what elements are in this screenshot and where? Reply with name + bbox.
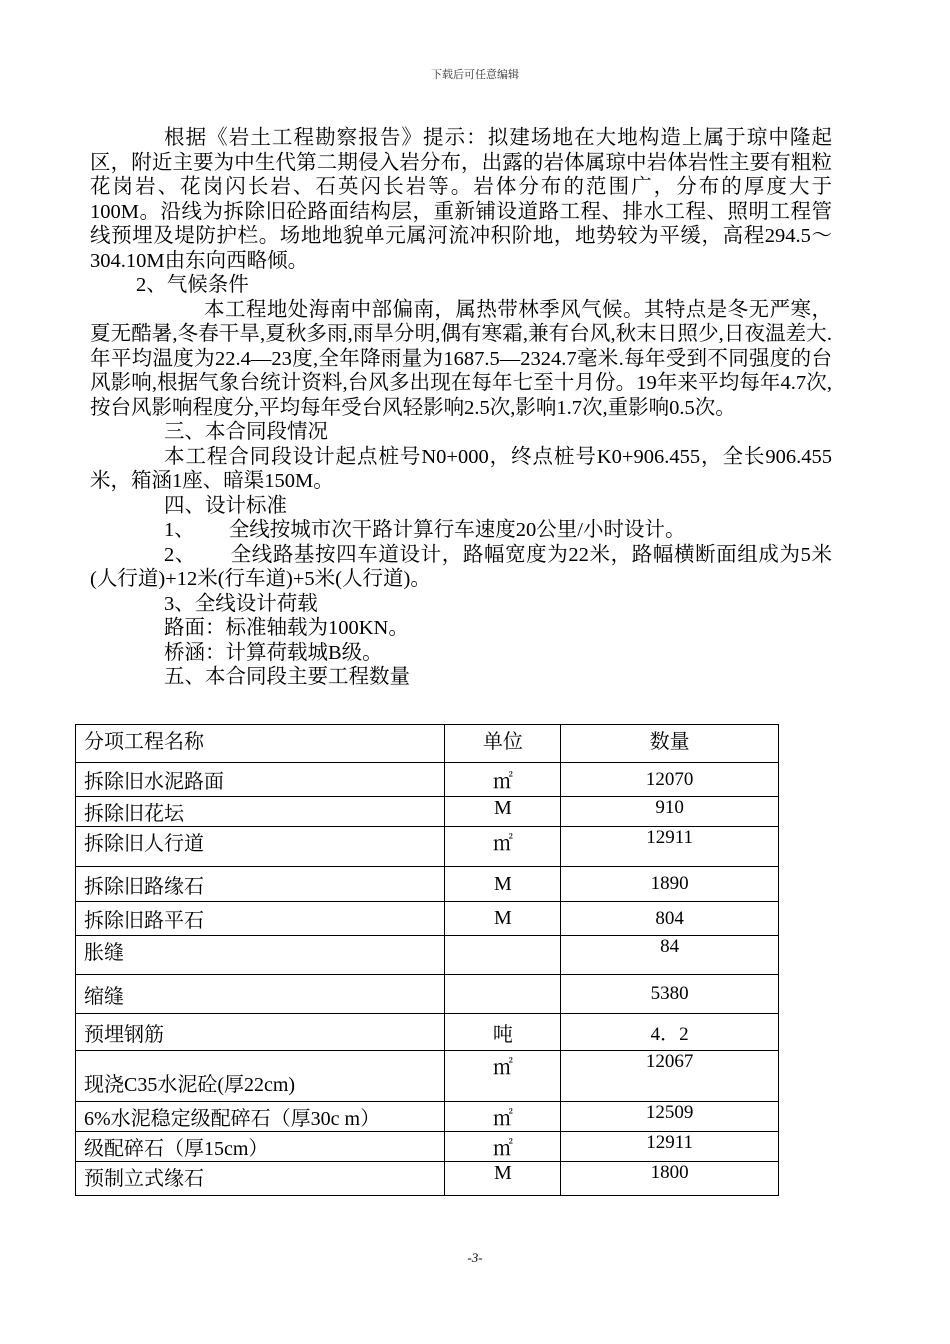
table-row	[76, 827, 779, 867]
item-unit	[445, 936, 561, 975]
geology-paragraph: 根据《岩土工程勘察报告》提示：拟建场地在大地构造上属于琼中隆起区，附近主要为中生代第二期侵入岩分布，出露的岩体属琼中岩体岩性主要有粗粒花岗岩、花岗闪长岩、石英闪长岩等。岩体分布的范围广，分布的厚度大于100M。沿线为拆除旧砼路面结构层，重新铺设道路工程、排水工程、照明工程管线预埋及堤防护栏。场地地貌单元属河流冲积阶地，地势较为平缓，高程294.5～304.10M由东向西略倾。	[90, 127, 832, 272]
item-quantity: 12911	[561, 1132, 779, 1162]
item-unit: M	[445, 867, 561, 902]
item-quantity: 804	[561, 902, 779, 936]
table-row	[76, 1102, 779, 1132]
table-row	[76, 975, 779, 1014]
standard-item-2	[90, 543, 832, 592]
item-quantity: 12070	[561, 763, 779, 797]
item-unit: M	[445, 797, 561, 827]
item-name: 6%水泥稳定级配碎石（厚30c m）	[76, 1102, 445, 1132]
document-body	[90, 126, 832, 690]
item-name: 胀缝	[76, 936, 445, 975]
quantity-table	[75, 724, 779, 1196]
item-unit: M	[445, 1162, 561, 1196]
item-name: 现浇C35水泥砼(厚22cm)	[76, 1051, 445, 1102]
item-unit: ㎡	[445, 763, 561, 797]
climate-heading: 2、气候条件	[136, 274, 249, 296]
section5-heading: 五、本合同段主要工程数量	[164, 666, 410, 688]
page-header: 下载后可任意编辑	[431, 69, 519, 81]
table-row	[76, 797, 779, 827]
header-item-name: 分项工程名称	[76, 725, 445, 763]
table-row	[76, 902, 779, 936]
item-unit: M	[445, 902, 561, 936]
standard-item-1-text: 全线按城市次干路计算行车速度20公里/小时设计。	[228, 519, 686, 541]
section3-heading: 三、本合同段情况	[164, 421, 328, 443]
table-header-row	[76, 725, 779, 763]
item-quantity: 1890	[561, 867, 779, 902]
item-unit	[445, 975, 561, 1014]
item-quantity: 12509	[561, 1102, 779, 1132]
item-quantity: 84	[561, 936, 779, 975]
road-load: 路面：标准轴载为100KN。	[164, 617, 409, 639]
item-quantity: 12067	[561, 1051, 779, 1102]
item-unit: 吨	[445, 1014, 561, 1051]
item-unit: ㎡	[445, 1051, 561, 1102]
table-row	[76, 936, 779, 975]
table-row	[76, 1132, 779, 1162]
climate-paragraph: 本工程地处海南中部偏南，属热带林季风气候。其特点是冬无严寒，夏无酷暑,冬春干旱,夏秋多雨,雨旱分明,偶有寒霜,兼有台风,秋末日照少,日夜温差大.年平均温度为22.4—23度,全年降雨量为1687.5—2324.7毫米.每年受到不同强度的台风影响,根据气象台统计资料,台风多出现在每年七至十月份。19年来平均每年4.7次,按台风影响程度分,平均每年受台风轻影响2.5次,影响1.7次,重影响0.5次。	[90, 298, 832, 419]
item-quantity: 1800	[561, 1162, 779, 1196]
table-row	[76, 1051, 779, 1102]
item-name: 预埋钢筋	[76, 1014, 445, 1051]
standard-item-3: 3、全线设计荷载	[164, 592, 318, 615]
item-name: 预制立式缘石	[76, 1162, 445, 1196]
section3-paragraph: 本工程合同段设计起点桩号N0+000，终点桩号K0+906.455，全长906.455米，箱涵1座、暗渠150M。	[90, 445, 832, 492]
table-row	[76, 1014, 779, 1051]
item-name: 拆除旧花坛	[76, 797, 445, 827]
item-name: 拆除旧路缘石	[76, 867, 445, 902]
page-number: -3-	[467, 1250, 483, 1265]
table-row	[76, 1162, 779, 1196]
standard-item-2-text: 全线路基按四车道设计，路幅宽度为22米，路幅横断面组成为5米(人行道)+12米(行车道)+5米(人行道)。	[90, 543, 833, 590]
bridge-load: 桥涵：计算荷载城B级。	[164, 641, 383, 664]
item-name: 级配碎石（厚15cm）	[76, 1132, 445, 1162]
item-quantity: 5380	[561, 975, 779, 1014]
item-name: 拆除旧人行道	[76, 827, 445, 867]
header-unit: 单位	[445, 725, 561, 763]
table-row	[76, 763, 779, 797]
standard-item-2-number: 2、	[164, 543, 196, 566]
item-name: 拆除旧路平石	[76, 902, 445, 936]
standard-item-1-number: 1、	[164, 519, 195, 541]
item-unit: ㎡	[445, 827, 561, 867]
item-name: 拆除旧水泥路面	[76, 763, 445, 797]
table-row	[76, 867, 779, 902]
item-name: 缩缝	[76, 975, 445, 1014]
item-quantity: 4．2	[561, 1014, 779, 1051]
standard-item-1	[90, 518, 832, 543]
item-unit: ㎡	[445, 1132, 561, 1162]
header-quantity: 数量	[561, 725, 779, 763]
item-quantity: 12911	[561, 827, 779, 867]
section4-heading: 四、设计标准	[164, 494, 287, 517]
item-quantity: 910	[561, 797, 779, 827]
item-unit: ㎡	[445, 1102, 561, 1132]
